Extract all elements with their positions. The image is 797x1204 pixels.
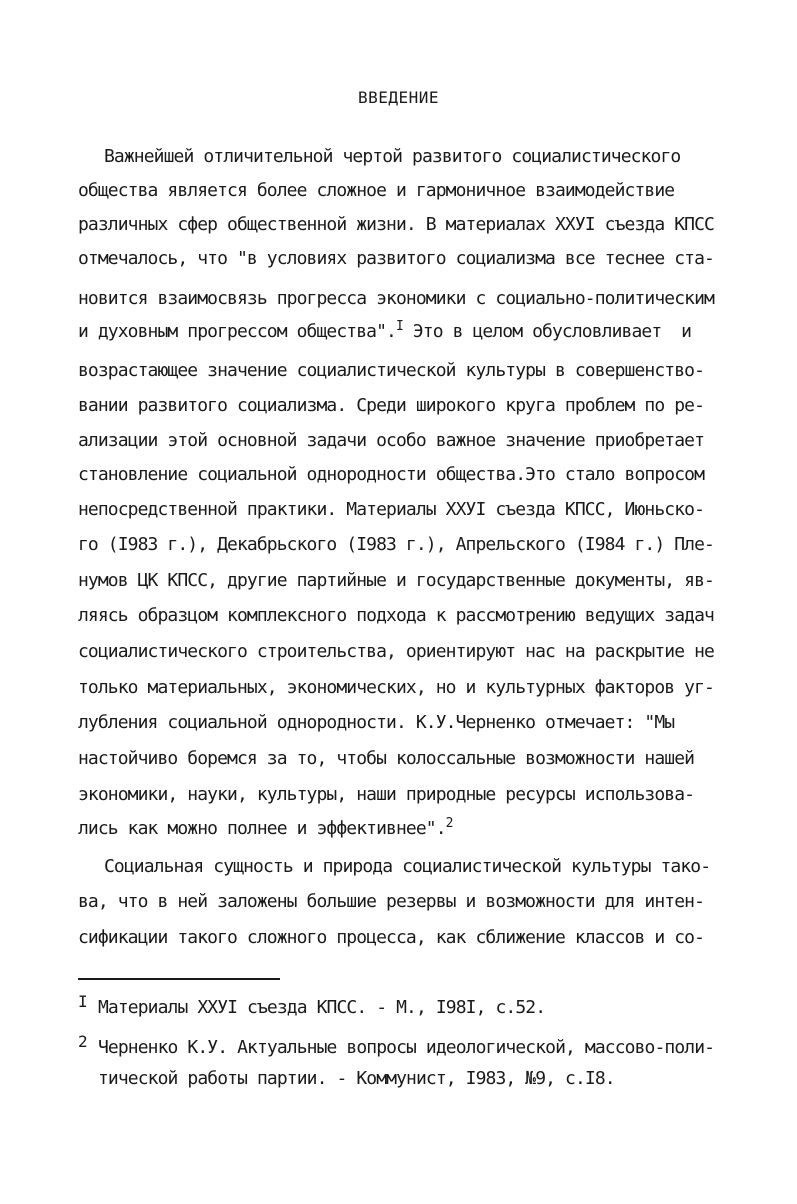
footnote-mark: 2 [78, 1032, 87, 1051]
footnote-1 [78, 990, 545, 1020]
text-line: становление социальной однородности общества.Это стало вопросом [78, 464, 705, 485]
text-line: Важнейшей отличительной чертой развитого социалистического [104, 146, 681, 167]
footnote-ref-2: 2 [445, 816, 453, 831]
footnote-mark: I [78, 992, 87, 1011]
page-title: ВВЕДЕНИЕ [357, 88, 440, 107]
text-line: ляясь образцом комплексного подхода к рассмотрению ведущих задач [78, 605, 714, 626]
text-line: экономики, науки, культуры, наши природные ресурсы использова- [78, 784, 695, 805]
footnote-ref-1: I [395, 319, 403, 334]
text-line: отмечалось, что "в условиях развитого социализма все теснее ста- [78, 248, 714, 269]
text-line: социалистического строительства, ориентируют нас на раскрытие не [78, 641, 714, 662]
footnote-text: Материалы ХХУI съезда КПСС. - М., I98I, с.52. [98, 997, 546, 1018]
text-line: лубления социальной однородности. К.У.Черненко отмечает: "Мы [78, 712, 675, 733]
footnote-2 [78, 1030, 714, 1060]
text-line: ализации этой основной задачи особо важное значение приобретает [78, 430, 705, 451]
text-line: Социальная сущность и природа социалистической культуры тако- [104, 856, 711, 877]
text-line: го (I983 г.), Декабрьского (I983 г.), Апрельского (I984 г.) Пле- [78, 534, 714, 555]
text-line-with-ref [78, 320, 691, 344]
text-line-with-ref [78, 817, 453, 841]
footnote-text: Черненко К.У. Актуальные вопросы идеологической, массово-поли- [98, 1037, 715, 1058]
footnote-separator [78, 978, 280, 980]
text-line: нумов ЦК КПСС, другие партийные и государственные документы, яв- [78, 570, 714, 591]
text-line: непосредственной практики. Материалы ХХУI съезда КПСС, Июньско- [78, 499, 705, 520]
text-line: различных сфер общественной жизни. В материалах ХХУI съезда КПСС [78, 214, 714, 235]
footnote-2-continued: тической работы партии. - Коммунист, I983, №9, с.I8. [98, 1068, 615, 1089]
text-segment: и духовным прогрессом общества". [78, 321, 396, 342]
text-segment: Это в целом обусловливает и [402, 321, 692, 342]
text-line: ва, что в ней заложены большие резервы и возможности для интен- [78, 891, 705, 912]
text-line: настойчиво боремся за то, чтобы колоссальные возможности нашей [78, 748, 695, 769]
text-line: только материальных, экономических, но и культурных факторов уг- [78, 677, 714, 698]
text-line: сификации такого сложного процесса, как сближение классов и со- [78, 927, 705, 948]
text-line: новится взаимосвязь прогресса экономики с социально-политическим [78, 288, 714, 309]
text-line: общества является более сложное и гармоничное взаимодействие [78, 180, 675, 201]
text-line: возрастающее значение социалистической культуры в совершенство- [78, 360, 705, 381]
text-segment: лись как можно полнее и эффективнее". [78, 818, 446, 839]
text-line: вании развитого социализма. Среди широкого круга проблем по ре- [78, 395, 705, 416]
